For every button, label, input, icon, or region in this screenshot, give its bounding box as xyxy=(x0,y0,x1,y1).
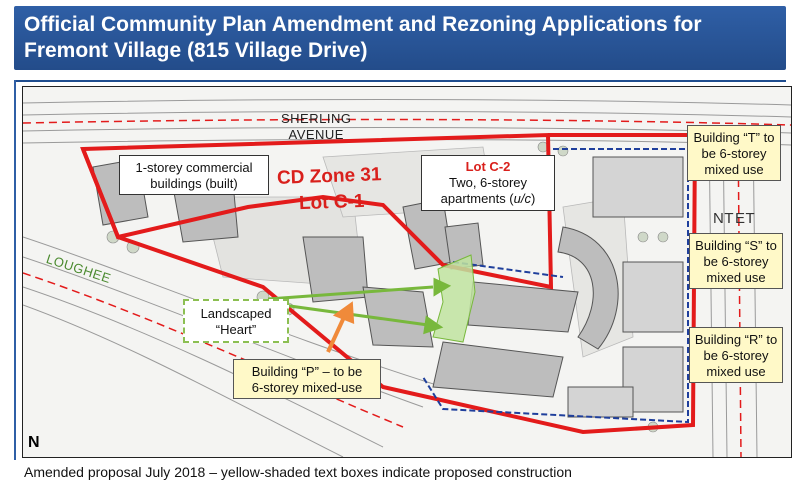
callout-building-r: Building “R” to be 6-storey mixed use xyxy=(689,327,783,383)
callout-commercial-buildings: 1-storey commercial buildings (built) xyxy=(119,155,269,195)
site-plan-drawing xyxy=(23,87,791,457)
road-label-fragment-1: NT xyxy=(713,210,734,227)
page-title: Official Community Plan Amendment and Rezoning Applications for Fremont Village (815 Village Drive) xyxy=(24,13,702,62)
callout-landscaped-heart: Landscaped “Heart” xyxy=(183,299,289,343)
north-indicator: N xyxy=(28,434,40,451)
lot-c1-label: Lot C-1 xyxy=(298,190,365,215)
callout-building-s: Building “S” to be 6-storey mixed use xyxy=(689,233,783,289)
road-label-lougheed: LOUGHEE xyxy=(44,251,113,287)
site-plan-map xyxy=(22,86,792,458)
map-caption: Amended proposal July 2018 – yellow-shaded text boxes indicate proposed construction xyxy=(24,464,572,480)
landscaped-heart-area xyxy=(433,255,475,342)
road-label-fragment-2: ET xyxy=(735,210,756,227)
title-underline xyxy=(14,80,786,82)
title-banner xyxy=(14,6,786,70)
callout-lot-c2: Lot C-2 Two, 6-storey apartments (u/c) xyxy=(421,155,555,211)
callout-building-t: Building “T” to be 6-storey mixed use xyxy=(687,125,781,181)
zone-label: CD Zone 31 xyxy=(276,164,382,189)
callout-building-p: Building “P” – to be 6-storey mixed-use xyxy=(233,359,381,399)
street-label-sherling: SHERLING AVENUE xyxy=(281,111,352,142)
left-accent-line xyxy=(14,80,16,460)
